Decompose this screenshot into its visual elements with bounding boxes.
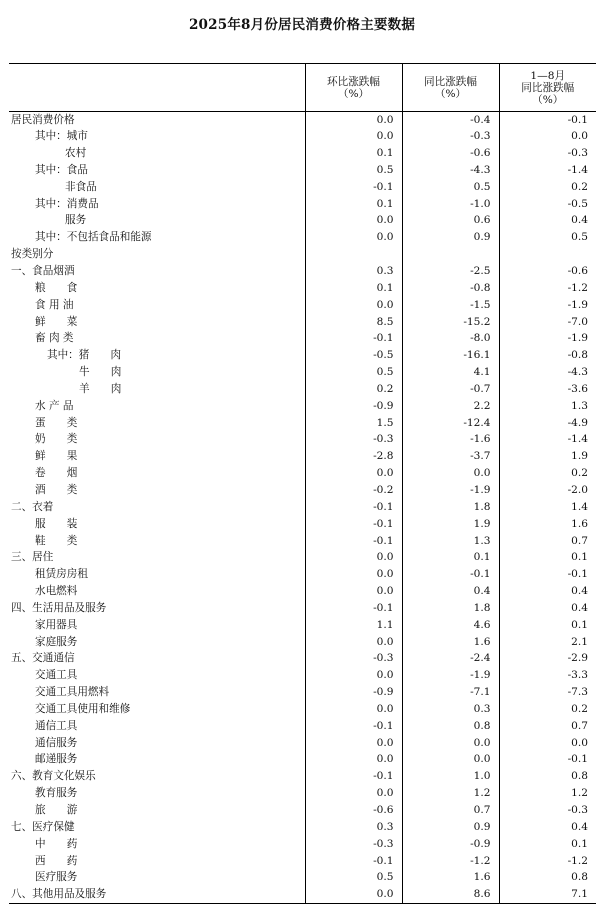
cell-mom: 0.0 bbox=[305, 752, 402, 769]
row-label: 交通工具使用和维修 bbox=[35, 702, 131, 715]
row-label: 教育服务 bbox=[35, 787, 78, 800]
table-row bbox=[9, 314, 596, 331]
cell-yoy: -16.1 bbox=[402, 347, 499, 364]
cell-ytd: 0.8 bbox=[499, 869, 596, 886]
row-label: 水电燃料 bbox=[35, 585, 78, 598]
cell-yoy: -12.4 bbox=[402, 415, 499, 432]
cell-mom: 8.5 bbox=[305, 314, 402, 331]
table-row bbox=[9, 196, 596, 213]
cell-ytd: 0.4 bbox=[499, 213, 596, 230]
row-label: 蛋 类 bbox=[35, 416, 78, 429]
cell-ytd: 0.2 bbox=[499, 179, 596, 196]
row-label: 服 装 bbox=[35, 517, 78, 530]
cell-ytd: -0.3 bbox=[499, 802, 596, 819]
cell-mom: -0.2 bbox=[305, 482, 402, 499]
cell-ytd: -3.3 bbox=[499, 667, 596, 684]
cell-ytd: -0.6 bbox=[499, 263, 596, 280]
cell-yoy: -0.1 bbox=[402, 566, 499, 583]
cell-ytd: -1.9 bbox=[499, 297, 596, 314]
table-row bbox=[9, 280, 596, 297]
row-label: 邮递服务 bbox=[35, 753, 78, 766]
row-label: 五、交通通信 bbox=[11, 652, 75, 665]
cell-yoy: -2.5 bbox=[402, 263, 499, 280]
cell-yoy: 1.3 bbox=[402, 533, 499, 550]
table-row bbox=[9, 347, 596, 364]
row-label: 鞋 类 bbox=[35, 534, 78, 547]
table-row bbox=[9, 836, 596, 853]
cell-yoy: -0.3 bbox=[402, 128, 499, 145]
table-row bbox=[9, 533, 596, 550]
cell-mom: 0.0 bbox=[305, 112, 402, 129]
table-row bbox=[9, 802, 596, 819]
cell-mom: 0.3 bbox=[305, 263, 402, 280]
row-label: 水 产 品 bbox=[35, 399, 74, 412]
table-row bbox=[9, 499, 596, 516]
row-label: 非食品 bbox=[65, 180, 97, 193]
cell-yoy: 0.4 bbox=[402, 583, 499, 600]
cell-ytd: -0.1 bbox=[499, 566, 596, 583]
cell-yoy: -2.4 bbox=[402, 651, 499, 668]
table-row bbox=[9, 229, 596, 246]
cell-mom: 0.0 bbox=[305, 634, 402, 651]
header-ytd: 1—8月 同比涨跌幅 （%） bbox=[499, 64, 596, 112]
cell-ytd: -1.4 bbox=[499, 432, 596, 449]
row-label: 居民消费价格 bbox=[11, 113, 75, 126]
table-row bbox=[9, 112, 596, 129]
row-label: 其中：城市 bbox=[35, 130, 88, 143]
row-label: 八、其他用品及服务 bbox=[9, 886, 305, 903]
cell-mom: -2.8 bbox=[305, 448, 402, 465]
cell-ytd: -7.0 bbox=[499, 314, 596, 331]
cell-yoy: -0.4 bbox=[402, 112, 499, 129]
cell-mom: 0.0 bbox=[305, 735, 402, 752]
row-label: 鲜 果 bbox=[35, 450, 78, 463]
table-row bbox=[9, 297, 596, 314]
row-label: 其中：猪 肉 bbox=[47, 349, 122, 362]
table-row bbox=[9, 735, 596, 752]
header-yoy: 同比涨跌幅 （%） bbox=[402, 64, 499, 112]
cell-yoy: 0.8 bbox=[402, 718, 499, 735]
row-label: 四、生活用品及服务 bbox=[11, 601, 107, 614]
cell-yoy: 0.7 bbox=[402, 802, 499, 819]
cell-yoy bbox=[402, 246, 499, 263]
cell-mom: -0.1 bbox=[305, 718, 402, 735]
row-label: 食 用 油 bbox=[35, 298, 74, 311]
cell-ytd: 1.9 bbox=[499, 448, 596, 465]
cell-mom: 0.0 bbox=[305, 229, 402, 246]
row-label: 鲜 菜 bbox=[35, 315, 78, 328]
cell-yoy: -3.7 bbox=[402, 448, 499, 465]
cell-yoy: -4.3 bbox=[402, 162, 499, 179]
cell-mom: -0.1 bbox=[305, 533, 402, 550]
table-row bbox=[9, 819, 596, 836]
cell-ytd: -2.0 bbox=[499, 482, 596, 499]
table-row bbox=[9, 465, 596, 482]
cell-mom: -0.9 bbox=[305, 684, 402, 701]
cell-yoy: -0.6 bbox=[402, 145, 499, 162]
cell-mom: 0.0 bbox=[305, 701, 402, 718]
cell-ytd: -4.9 bbox=[499, 415, 596, 432]
cell-ytd: 2.1 bbox=[499, 634, 596, 651]
cell-yoy: -1.5 bbox=[402, 297, 499, 314]
row-label: 中 药 bbox=[35, 837, 78, 850]
row-label: 三、居住 bbox=[11, 551, 54, 564]
cell-mom: 0.5 bbox=[305, 869, 402, 886]
cell-mom: -0.6 bbox=[305, 802, 402, 819]
header-mom: 环比涨跌幅 （%） bbox=[305, 64, 402, 112]
cell-mom: 0.3 bbox=[305, 819, 402, 836]
cell-ytd: 7.1 bbox=[499, 886, 596, 903]
cell-mom: 0.5 bbox=[305, 364, 402, 381]
table-row bbox=[9, 330, 596, 347]
table-row bbox=[9, 634, 596, 651]
cell-ytd: -3.6 bbox=[499, 381, 596, 398]
table-row bbox=[9, 179, 596, 196]
cell-yoy: -1.9 bbox=[402, 482, 499, 499]
cell-mom: 0.5 bbox=[305, 162, 402, 179]
cell-yoy: -15.2 bbox=[402, 314, 499, 331]
row-label: 羊 肉 bbox=[79, 382, 122, 395]
table-row bbox=[9, 162, 596, 179]
cell-ytd: 0.7 bbox=[499, 533, 596, 550]
cell-mom: -0.1 bbox=[305, 768, 402, 785]
cell-ytd: 0.4 bbox=[499, 583, 596, 600]
cell-yoy: 0.0 bbox=[402, 735, 499, 752]
row-label: 按类别分 bbox=[11, 248, 54, 261]
table-row bbox=[9, 768, 596, 785]
cell-ytd: 1.4 bbox=[499, 499, 596, 516]
row-label: 交通工具 bbox=[35, 669, 78, 682]
table-row bbox=[9, 432, 596, 449]
cell-ytd: -0.3 bbox=[499, 145, 596, 162]
cell-ytd: 0.4 bbox=[499, 600, 596, 617]
cell-mom: 0.0 bbox=[305, 785, 402, 802]
table-row bbox=[9, 701, 596, 718]
row-label: 奶 类 bbox=[35, 433, 78, 446]
cell-mom: -0.1 bbox=[305, 330, 402, 347]
table-row bbox=[9, 684, 596, 701]
cell-ytd: -1.4 bbox=[499, 162, 596, 179]
cell-ytd: -0.8 bbox=[499, 347, 596, 364]
row-label: 西 药 bbox=[35, 854, 78, 867]
row-label: 交通工具用燃料 bbox=[35, 686, 110, 699]
page-title: 2025年8月份居民消费价格主要数据 bbox=[188, 17, 416, 33]
cell-ytd: 0.2 bbox=[499, 465, 596, 482]
cell-ytd: 0.1 bbox=[499, 836, 596, 853]
cell-yoy: -0.9 bbox=[402, 836, 499, 853]
cell-ytd: 0.5 bbox=[499, 229, 596, 246]
cell-yoy: -1.6 bbox=[402, 432, 499, 449]
cell-ytd: -1.9 bbox=[499, 330, 596, 347]
table-header-row bbox=[9, 64, 596, 112]
row-label: 通信服务 bbox=[35, 736, 78, 749]
row-label: 二、衣着 bbox=[11, 500, 54, 513]
cell-yoy: -1.2 bbox=[402, 853, 499, 870]
table-row bbox=[9, 617, 596, 634]
table-row bbox=[9, 886, 596, 903]
cell-ytd bbox=[499, 246, 596, 263]
row-label: 通信工具 bbox=[35, 719, 78, 732]
cell-ytd: 0.0 bbox=[499, 128, 596, 145]
row-label: 一、食品烟酒 bbox=[11, 265, 75, 278]
cell-mom: 0.1 bbox=[305, 280, 402, 297]
table-row bbox=[9, 415, 596, 432]
table-row bbox=[9, 246, 596, 263]
cell-ytd: -0.1 bbox=[499, 112, 596, 129]
cell-mom: 0.0 bbox=[305, 465, 402, 482]
table-row bbox=[9, 364, 596, 381]
cell-ytd: -7.3 bbox=[499, 684, 596, 701]
cell-mom: 0.0 bbox=[305, 667, 402, 684]
cell-ytd: 1.3 bbox=[499, 398, 596, 415]
table-row bbox=[9, 785, 596, 802]
row-label: 卷 烟 bbox=[35, 467, 78, 480]
header-category bbox=[9, 64, 305, 112]
cell-ytd: 0.4 bbox=[499, 819, 596, 836]
cell-yoy: 2.2 bbox=[402, 398, 499, 415]
cell-yoy: 1.2 bbox=[402, 785, 499, 802]
row-label: 其中：食品 bbox=[35, 163, 88, 176]
cell-yoy: 1.8 bbox=[402, 600, 499, 617]
row-label: 医疗服务 bbox=[35, 871, 78, 884]
cell-mom: 0.2 bbox=[305, 381, 402, 398]
table-row bbox=[9, 583, 596, 600]
table-row bbox=[9, 752, 596, 769]
row-label: 其中：消费品 bbox=[35, 197, 99, 210]
row-label: 旅 游 bbox=[35, 804, 78, 817]
cell-mom bbox=[305, 246, 402, 263]
table-row bbox=[9, 145, 596, 162]
table-row bbox=[9, 448, 596, 465]
table-row bbox=[9, 381, 596, 398]
cell-ytd: -0.5 bbox=[499, 196, 596, 213]
cell-yoy: 1.6 bbox=[402, 634, 499, 651]
cell-yoy: -8.0 bbox=[402, 330, 499, 347]
cell-ytd: 0.1 bbox=[499, 617, 596, 634]
table-row bbox=[9, 128, 596, 145]
cell-ytd: 0.2 bbox=[499, 701, 596, 718]
cell-yoy: -1.9 bbox=[402, 667, 499, 684]
cell-yoy: 0.9 bbox=[402, 229, 499, 246]
cell-ytd: 0.0 bbox=[499, 735, 596, 752]
row-label: 粮 食 bbox=[35, 281, 78, 294]
cell-mom: 1.1 bbox=[305, 617, 402, 634]
cell-yoy: 1.9 bbox=[402, 516, 499, 533]
cell-yoy: 4.1 bbox=[402, 364, 499, 381]
table-row bbox=[9, 566, 596, 583]
cell-ytd: -0.1 bbox=[499, 752, 596, 769]
table-row bbox=[9, 549, 596, 566]
cell-mom: -0.1 bbox=[305, 179, 402, 196]
cell-ytd: 1.6 bbox=[499, 516, 596, 533]
table-body bbox=[9, 112, 596, 904]
row-label: 七、医疗保健 bbox=[11, 820, 75, 833]
cell-yoy: -0.8 bbox=[402, 280, 499, 297]
row-label: 其中：不包括食品和能源 bbox=[35, 231, 152, 244]
cell-mom: -0.3 bbox=[305, 836, 402, 853]
cell-yoy: 0.0 bbox=[402, 752, 499, 769]
cell-yoy: 0.6 bbox=[402, 213, 499, 230]
cell-mom: 0.0 bbox=[305, 566, 402, 583]
cell-mom: -0.3 bbox=[305, 432, 402, 449]
cell-ytd: -4.3 bbox=[499, 364, 596, 381]
cell-yoy: 4.6 bbox=[402, 617, 499, 634]
cell-mom: 1.5 bbox=[305, 415, 402, 432]
row-label: 农村 bbox=[65, 147, 87, 160]
cell-mom: -0.1 bbox=[305, 853, 402, 870]
table-row bbox=[9, 482, 596, 499]
cell-mom: -0.1 bbox=[305, 516, 402, 533]
cell-ytd: 1.2 bbox=[499, 785, 596, 802]
row-label: 服务 bbox=[65, 214, 87, 227]
cell-mom: -0.1 bbox=[305, 600, 402, 617]
cell-ytd: -1.2 bbox=[499, 280, 596, 297]
cell-mom: 0.0 bbox=[305, 297, 402, 314]
table-row bbox=[9, 516, 596, 533]
cell-yoy: -7.1 bbox=[402, 684, 499, 701]
cell-mom: -0.3 bbox=[305, 651, 402, 668]
row-label: 家庭服务 bbox=[35, 635, 78, 648]
cell-mom: 0.0 bbox=[305, 213, 402, 230]
table-row bbox=[9, 213, 596, 230]
table-row bbox=[9, 600, 596, 617]
cell-yoy: 0.5 bbox=[402, 179, 499, 196]
row-label: 六、教育文化娱乐 bbox=[11, 770, 96, 783]
table-row bbox=[9, 667, 596, 684]
cell-ytd: 0.1 bbox=[499, 549, 596, 566]
cell-mom: 0.0 bbox=[305, 128, 402, 145]
cell-mom: 0.1 bbox=[305, 145, 402, 162]
cell-yoy: 1.6 bbox=[402, 869, 499, 886]
cell-ytd: -1.2 bbox=[499, 853, 596, 870]
cell-ytd: -2.9 bbox=[499, 651, 596, 668]
cell-yoy: -0.7 bbox=[402, 381, 499, 398]
cell-ytd: 0.7 bbox=[499, 718, 596, 735]
row-label: 家用器具 bbox=[35, 618, 78, 631]
table-row bbox=[9, 398, 596, 415]
cell-yoy: 0.9 bbox=[402, 819, 499, 836]
cell-mom: -0.1 bbox=[305, 499, 402, 516]
row-label: 酒 类 bbox=[35, 483, 78, 496]
cell-mom: 0.1 bbox=[305, 196, 402, 213]
cell-mom: 0.0 bbox=[305, 583, 402, 600]
cell-ytd: 0.8 bbox=[499, 768, 596, 785]
cell-yoy: 8.6 bbox=[402, 886, 499, 903]
table-row bbox=[9, 718, 596, 735]
cell-yoy: 0.0 bbox=[402, 465, 499, 482]
cell-yoy: 0.1 bbox=[402, 549, 499, 566]
table-row bbox=[9, 853, 596, 870]
table-row bbox=[9, 651, 596, 668]
row-label: 牛 肉 bbox=[79, 366, 122, 379]
cell-mom: -0.9 bbox=[305, 398, 402, 415]
cell-yoy: 0.3 bbox=[402, 701, 499, 718]
table-row bbox=[9, 263, 596, 280]
cpi-table bbox=[9, 63, 596, 904]
cell-yoy: 1.8 bbox=[402, 499, 499, 516]
cell-mom: -0.5 bbox=[305, 347, 402, 364]
row-label: 畜 肉 类 bbox=[35, 332, 74, 345]
cell-yoy: -1.0 bbox=[402, 196, 499, 213]
cell-yoy: 1.0 bbox=[402, 768, 499, 785]
cell-mom: 0.0 bbox=[305, 549, 402, 566]
row-label: 租赁房房租 bbox=[35, 568, 88, 581]
cell-mom: 0.0 bbox=[305, 886, 402, 903]
table-row bbox=[9, 869, 596, 886]
